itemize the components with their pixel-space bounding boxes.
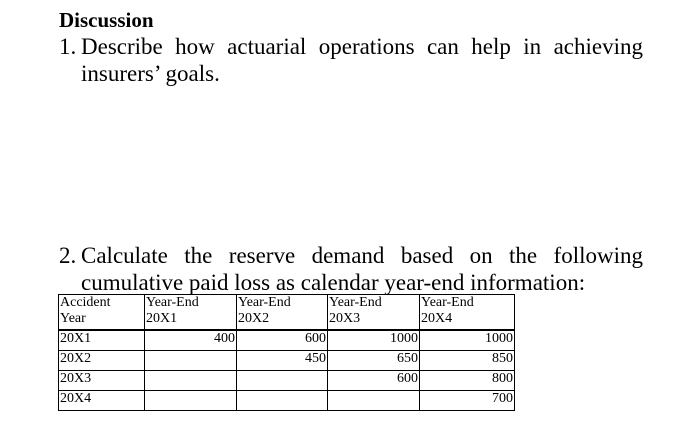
- question-2-text-2: cumulative paid loss as calendar year-end information:: [81, 270, 586, 295]
- loss-cell: [328, 391, 420, 411]
- table-row: [59, 391, 515, 411]
- loss-cell: 850: [420, 351, 515, 371]
- cumulative-paid-loss-table: [58, 294, 515, 411]
- header-line1: Year-End: [329, 295, 382, 310]
- loss-cell: [145, 351, 237, 371]
- question-1: [59, 33, 643, 87]
- loss-cell: 650: [328, 351, 420, 371]
- header-year-end-20x3: [328, 295, 420, 331]
- table-row: [59, 351, 515, 371]
- page-heading: Discussion: [59, 8, 154, 32]
- loss-cell: 1000: [420, 330, 515, 351]
- header-line2: 20X2: [238, 311, 270, 326]
- header-line1: Year-End: [421, 295, 474, 310]
- header-line2: 20X4: [421, 311, 453, 326]
- header-line1: Accident: [60, 295, 111, 310]
- loss-cell: 400: [145, 330, 237, 351]
- header-year-end-20x4: [420, 295, 515, 331]
- header-line2: Year: [60, 311, 86, 326]
- loss-cell: 600: [328, 371, 420, 391]
- accident-year-cell: 20X1: [59, 330, 145, 351]
- header-line2: 20X1: [146, 311, 178, 326]
- header-year-end-20x2: [237, 295, 328, 331]
- accident-year-cell: 20X3: [59, 371, 145, 391]
- loss-cell: 700: [420, 391, 515, 411]
- loss-cell: 800: [420, 371, 515, 391]
- loss-cell: 600: [237, 330, 328, 351]
- table-row: [59, 371, 515, 391]
- loss-cell: [237, 371, 328, 391]
- question-1-line-1: [59, 33, 643, 60]
- loss-cell: 450: [237, 351, 328, 371]
- loss-cell: [237, 391, 328, 411]
- header-accident-year: [59, 295, 145, 331]
- loss-cell: [145, 371, 237, 391]
- table-row: [59, 330, 515, 351]
- question-1-text-1: Describe how actuarial operations can help in achieving: [81, 34, 643, 59]
- accident-year-cell: 20X4: [59, 391, 145, 411]
- header-line1: Year-End: [146, 295, 199, 310]
- loss-cell: 1000: [328, 330, 420, 351]
- header-year-end-20x1: [145, 295, 237, 331]
- table-header-row: [59, 295, 515, 331]
- question-1-number: 1.: [59, 34, 77, 59]
- question-2-text-1: Calculate the reserve demand based on the following: [81, 243, 643, 268]
- question-1-text-2: insurers’ goals.: [81, 61, 220, 86]
- loss-cell: [145, 391, 237, 411]
- header-line2: 20X3: [329, 311, 361, 326]
- question-2-number: 2.: [59, 243, 77, 268]
- question-2: [59, 242, 643, 296]
- accident-year-cell: 20X2: [59, 351, 145, 371]
- header-line1: Year-End: [238, 295, 291, 310]
- question-2-line-1: [59, 242, 643, 269]
